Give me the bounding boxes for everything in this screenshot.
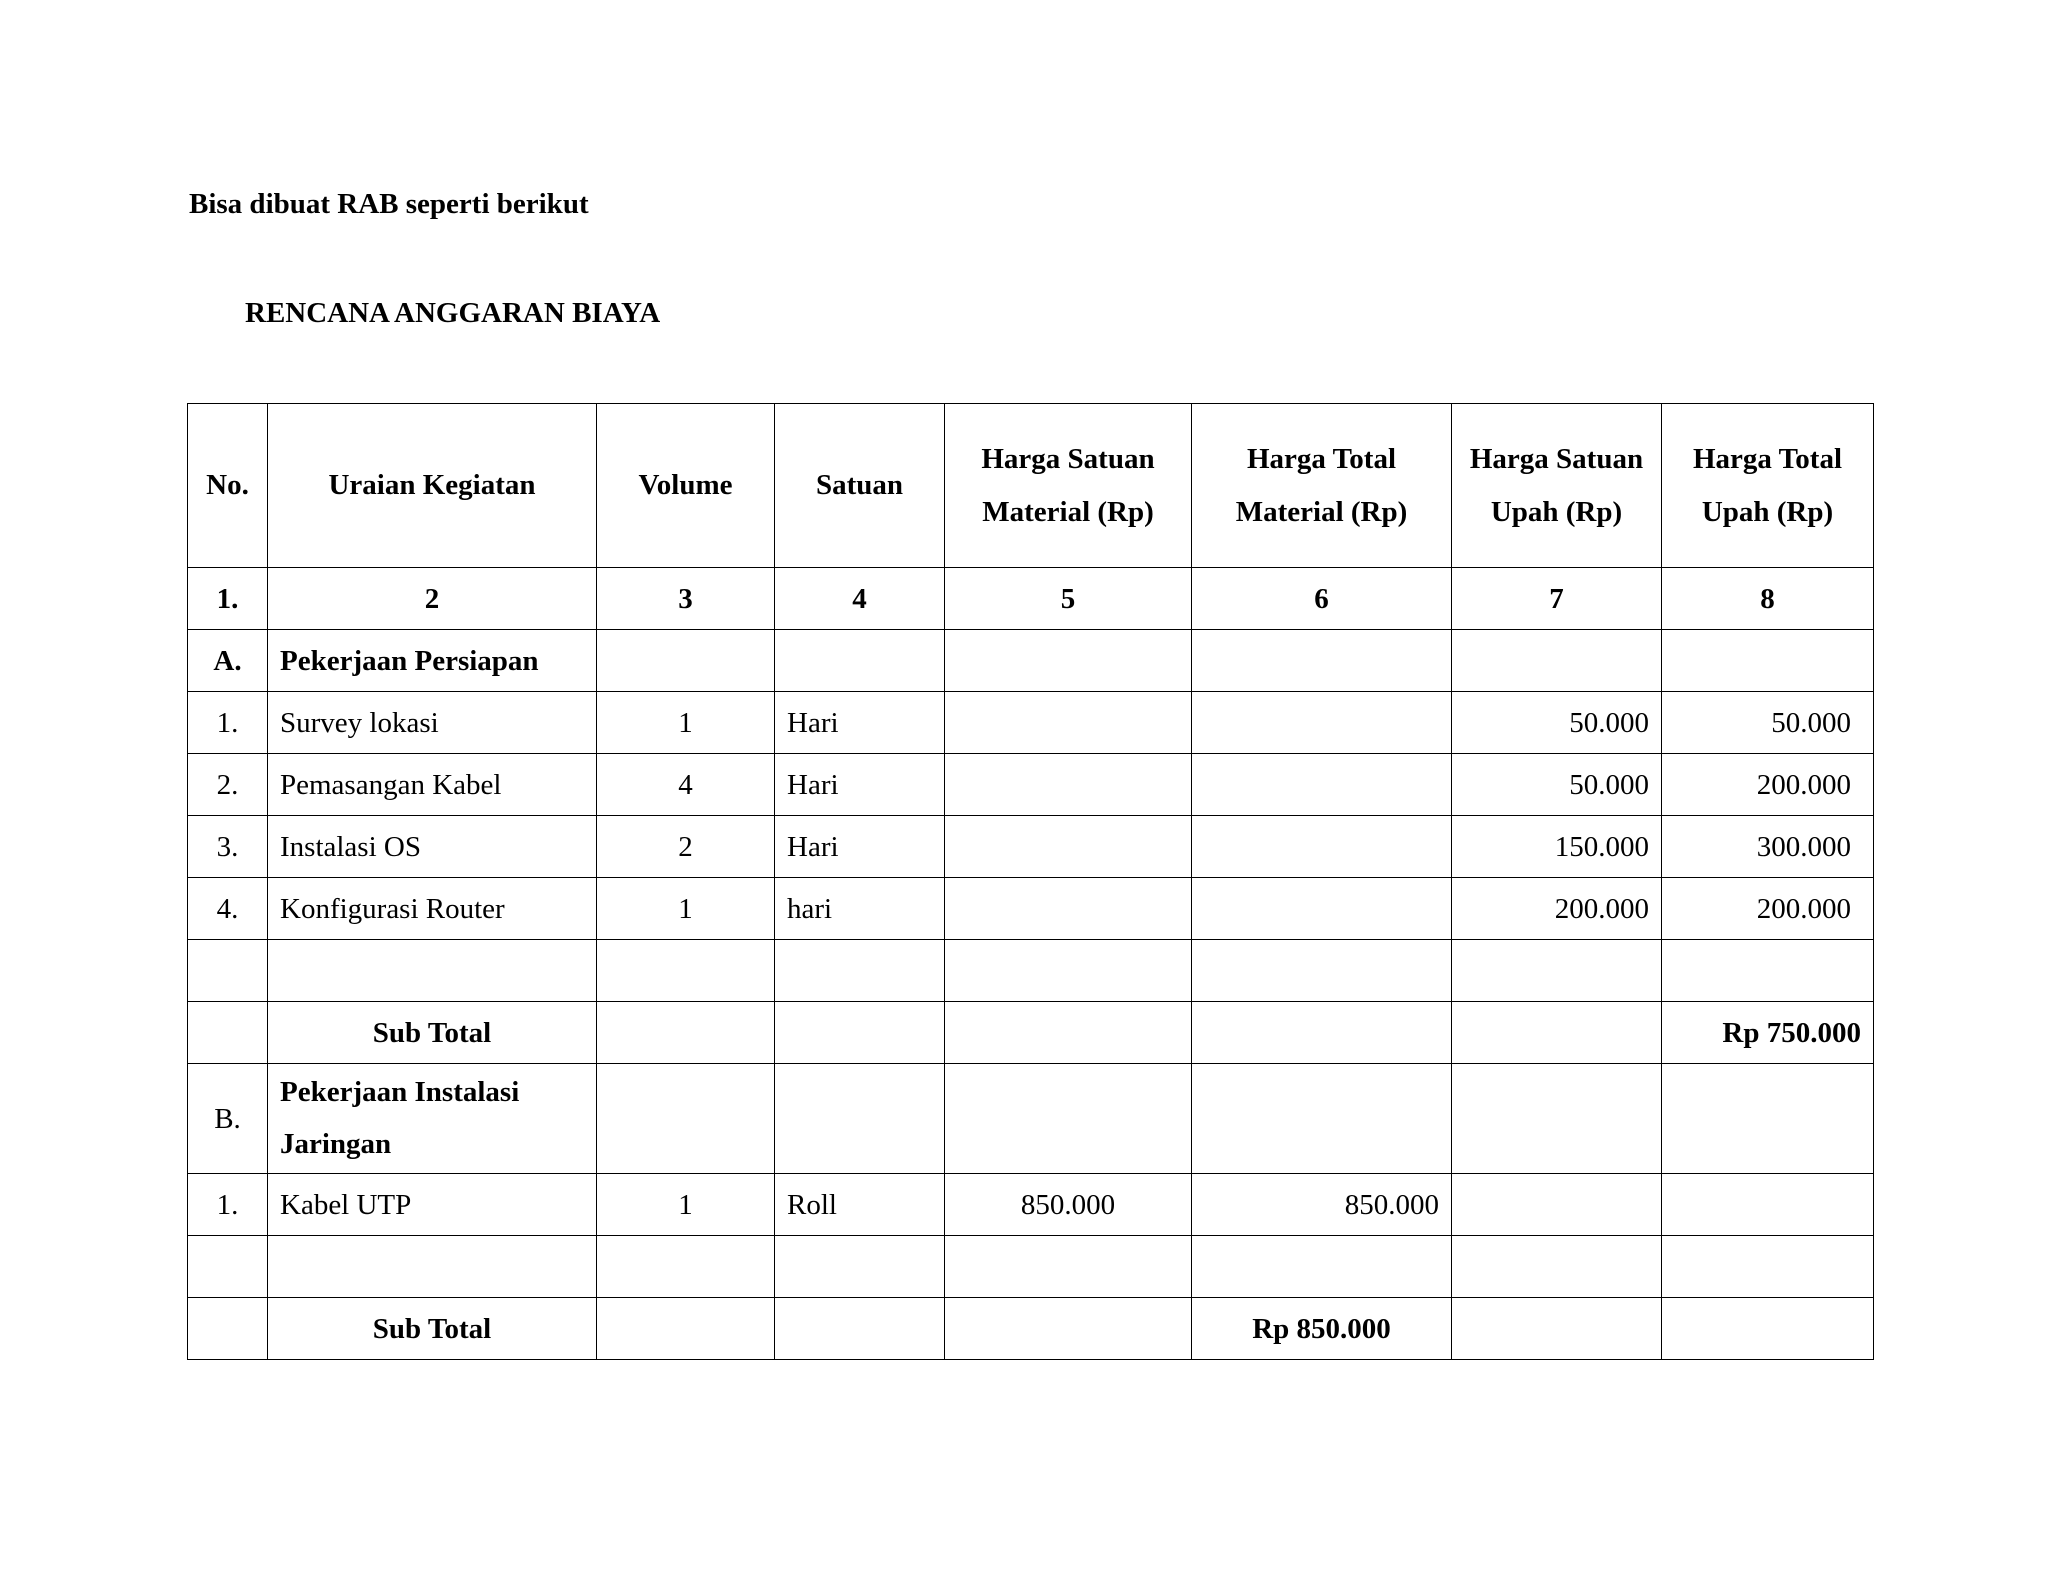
- row-harga-total-material: [1192, 630, 1452, 692]
- table-row: [188, 692, 1874, 754]
- row-no: B.: [188, 1064, 268, 1174]
- header-harga-total-upah: Harga Total Upah (Rp): [1662, 404, 1874, 568]
- column-number: 7: [1452, 568, 1662, 630]
- row-uraian: Pekerjaan Persiapan: [268, 630, 597, 692]
- row-harga-total-upah: [1662, 1174, 1874, 1236]
- intro-text: Bisa dibuat RAB seperti berikut: [189, 188, 589, 220]
- header-volume: Volume: [597, 404, 775, 568]
- row-volume: 2: [597, 816, 775, 878]
- empty-row: [188, 1236, 1874, 1298]
- column-number: 4: [775, 568, 945, 630]
- row-harga-total-material: [1192, 878, 1452, 940]
- subtotal-label: Sub Total: [268, 1298, 597, 1360]
- row-satuan: Roll: [775, 1174, 945, 1236]
- row-satuan: [775, 1298, 945, 1360]
- subtotal-value: Rp 850.000: [1192, 1298, 1452, 1360]
- row-harga-satuan-material: 850.000: [945, 1174, 1192, 1236]
- row-harga-satuan-upah: [1452, 1298, 1662, 1360]
- table-row: [188, 754, 1874, 816]
- row-volume: 1: [597, 692, 775, 754]
- row-no: 2.: [188, 754, 268, 816]
- row-satuan: Hari: [775, 692, 945, 754]
- column-number: 6: [1192, 568, 1452, 630]
- row-satuan: [775, 630, 945, 692]
- row-uraian: Pekerjaan Instalasi Jaringan: [268, 1064, 597, 1174]
- subtotal-row: [188, 1002, 1874, 1064]
- row-harga-total-material: 850.000: [1192, 1174, 1452, 1236]
- row-harga-total-material: [1192, 1064, 1452, 1174]
- row-harga-satuan-material: [945, 754, 1192, 816]
- row-harga-satuan-upah: [1452, 1064, 1662, 1174]
- row-harga-total-upah: [1662, 1064, 1874, 1174]
- subtotal-value: Rp 750.000: [1662, 1002, 1874, 1064]
- row-harga-total-upah: 300.000: [1662, 816, 1874, 878]
- row-harga-satuan-material: [945, 1298, 1192, 1360]
- header-harga-satuan-material: Harga Satuan Material (Rp): [945, 404, 1192, 568]
- row-volume: 1: [597, 878, 775, 940]
- row-harga-total-upah: [1662, 630, 1874, 692]
- column-number: 1.: [188, 568, 268, 630]
- row-uraian: Kabel UTP: [268, 1174, 597, 1236]
- row-satuan: Hari: [775, 816, 945, 878]
- row-harga-total-upah: 200.000: [1662, 754, 1874, 816]
- table-row: [188, 878, 1874, 940]
- row-uraian: [268, 1236, 597, 1298]
- row-harga-satuan-upah: 50.000: [1452, 754, 1662, 816]
- row-harga-total-material: [1192, 754, 1452, 816]
- row-harga-satuan-upah: [1452, 1002, 1662, 1064]
- row-satuan: Hari: [775, 754, 945, 816]
- row-no: [188, 1236, 268, 1298]
- row-harga-satuan-upah: [1452, 940, 1662, 1002]
- row-harga-total-material: [1192, 692, 1452, 754]
- row-volume: [597, 940, 775, 1002]
- row-no: 1.: [188, 692, 268, 754]
- document-title: RENCANA ANGGARAN BIAYA: [245, 297, 661, 329]
- row-harga-total-material: [1192, 940, 1452, 1002]
- row-satuan: [775, 940, 945, 1002]
- row-volume: [597, 1064, 775, 1174]
- row-satuan: [775, 1064, 945, 1174]
- row-harga-total-material: [1192, 1002, 1452, 1064]
- row-volume: 1: [597, 1174, 775, 1236]
- subtotal-label: Sub Total: [268, 1002, 597, 1064]
- header-harga-satuan-upah: Harga Satuan Upah (Rp): [1452, 404, 1662, 568]
- row-volume: [597, 1236, 775, 1298]
- row-satuan: [775, 1236, 945, 1298]
- row-volume: [597, 1002, 775, 1064]
- row-harga-satuan-upah: 150.000: [1452, 816, 1662, 878]
- row-no: [188, 940, 268, 1002]
- row-uraian: Instalasi OS: [268, 816, 597, 878]
- header-row: [188, 404, 1874, 568]
- row-harga-satuan-upah: 50.000: [1452, 692, 1662, 754]
- row-uraian: [268, 940, 597, 1002]
- row-harga-total-upah: [1662, 940, 1874, 1002]
- empty-row: [188, 940, 1874, 1002]
- row-no: [188, 1298, 268, 1360]
- row-no: A.: [188, 630, 268, 692]
- column-number: 3: [597, 568, 775, 630]
- row-no: [188, 1002, 268, 1064]
- table-row: [188, 1174, 1874, 1236]
- row-harga-satuan-material: [945, 692, 1192, 754]
- column-number: 8: [1662, 568, 1874, 630]
- column-number: 2: [268, 568, 597, 630]
- header-harga-total-material: Harga Total Material (Rp): [1192, 404, 1452, 568]
- row-harga-satuan-material: [945, 878, 1192, 940]
- row-no: 1.: [188, 1174, 268, 1236]
- row-harga-satuan-upah: [1452, 630, 1662, 692]
- row-harga-total-upah: [1662, 1236, 1874, 1298]
- section-row: [188, 1064, 1874, 1174]
- row-volume: [597, 630, 775, 692]
- row-harga-total-material: [1192, 816, 1452, 878]
- row-harga-satuan-material: [945, 1236, 1192, 1298]
- row-uraian: Survey lokasi: [268, 692, 597, 754]
- row-uraian: Konfigurasi Router: [268, 878, 597, 940]
- row-no: 4.: [188, 878, 268, 940]
- header-uraian-kegiatan: Uraian Kegiatan: [268, 404, 597, 568]
- row-harga-total-material: [1192, 1236, 1452, 1298]
- row-harga-total-upah: 200.000: [1662, 878, 1874, 940]
- table-row: [188, 816, 1874, 878]
- row-volume: [597, 1298, 775, 1360]
- row-harga-satuan-upah: 200.000: [1452, 878, 1662, 940]
- row-harga-satuan-material: [945, 630, 1192, 692]
- header-no: No.: [188, 404, 268, 568]
- section-row: [188, 630, 1874, 692]
- row-no: 3.: [188, 816, 268, 878]
- row-satuan: [775, 1002, 945, 1064]
- row-harga-total-upah: 50.000: [1662, 692, 1874, 754]
- column-number: 5: [945, 568, 1192, 630]
- row-harga-satuan-material: [945, 1064, 1192, 1174]
- row-harga-total-upah: [1662, 1298, 1874, 1360]
- subtotal-row: [188, 1298, 1874, 1360]
- column-number-row: [188, 568, 1874, 630]
- row-harga-satuan-material: [945, 816, 1192, 878]
- row-harga-satuan-material: [945, 1002, 1192, 1064]
- row-harga-satuan-upah: [1452, 1174, 1662, 1236]
- row-harga-satuan-upah: [1452, 1236, 1662, 1298]
- budget-table: [187, 403, 1874, 1360]
- row-volume: 4: [597, 754, 775, 816]
- row-uraian: Pemasangan Kabel: [268, 754, 597, 816]
- header-satuan: Satuan: [775, 404, 945, 568]
- row-satuan: hari: [775, 878, 945, 940]
- row-harga-satuan-material: [945, 940, 1192, 1002]
